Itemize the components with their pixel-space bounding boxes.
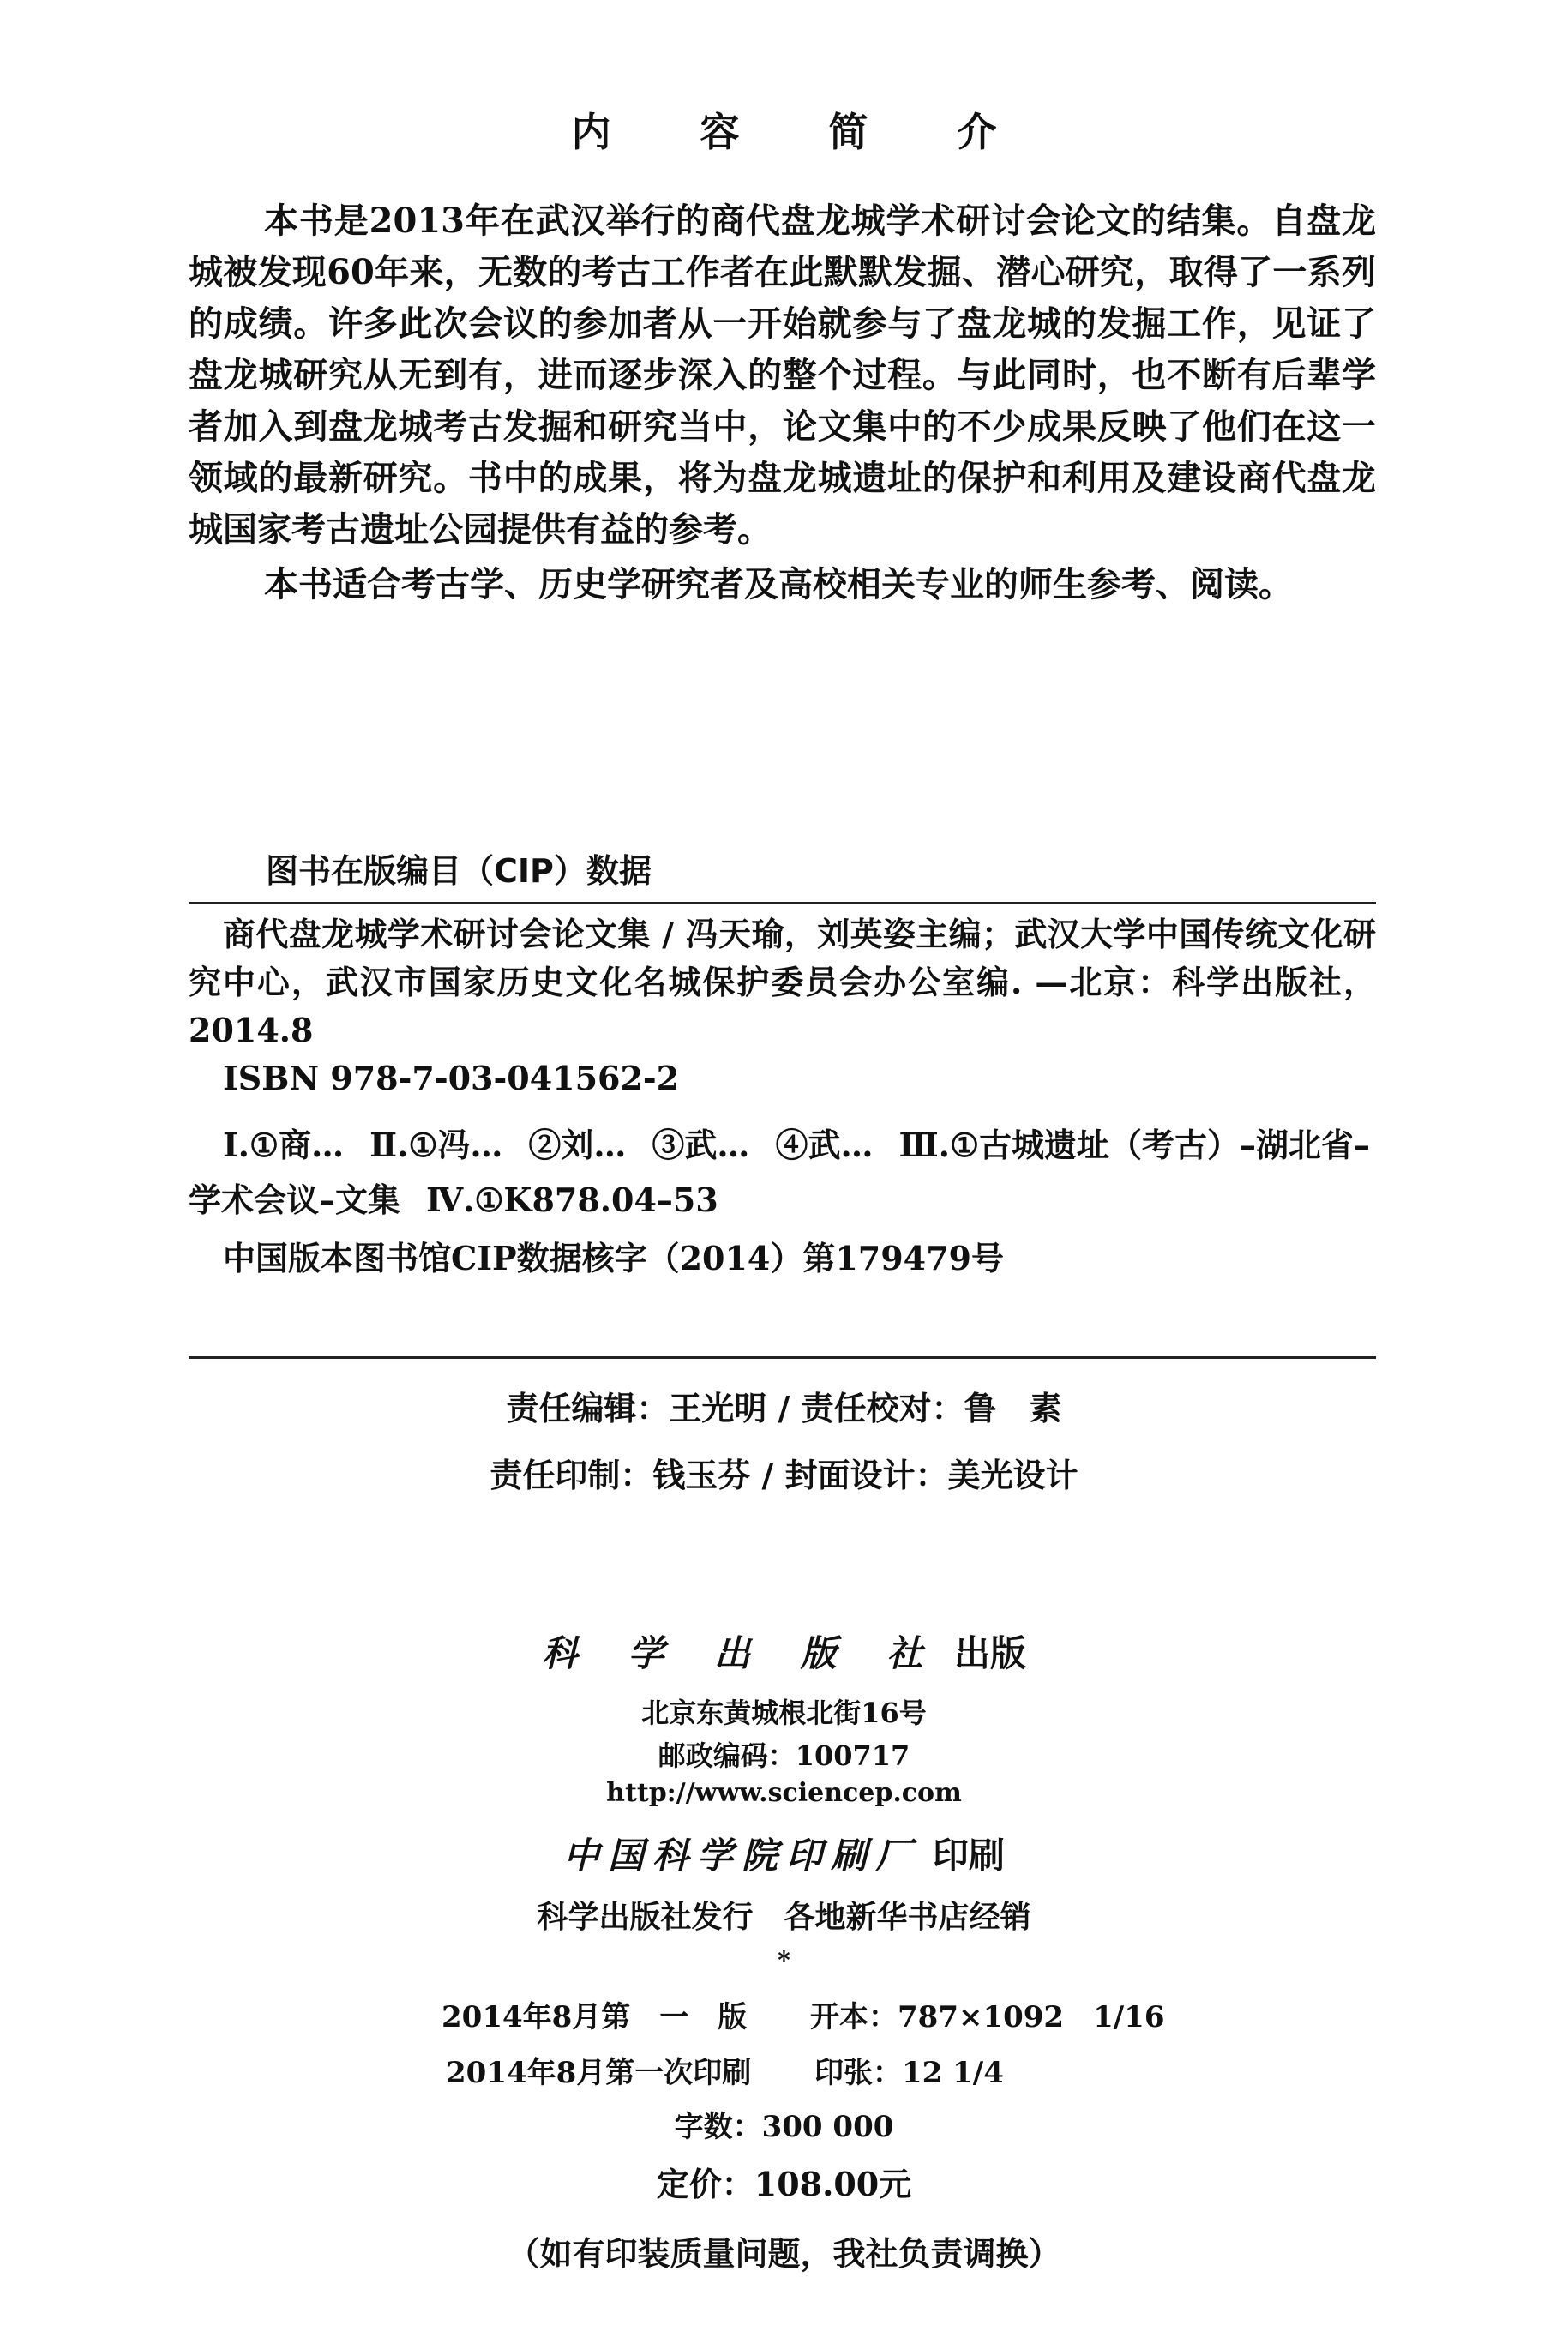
publisher-suffix: 出版 [954,1632,1027,1674]
format-info: 开本：787×1092 1/16 [810,2000,1165,2034]
cip-class-item: ②刘… [528,1126,627,1164]
cip-class-item: ④武… [775,1126,874,1164]
edition-info: 2014年8月第 一 版 [442,2000,748,2034]
publisher-postcode: 邮政编码：100717 [658,1739,910,1772]
cip-class-item: Ⅳ.①K878.04–53 [426,1181,718,1219]
printer-name: 中国科学院印刷厂 [563,1835,921,1877]
word-count: 字数：300 000 [674,2110,894,2144]
publisher-address: 北京东黄城根北街16号 [641,1697,927,1729]
cip-block [189,910,1376,1283]
cip-top-rule [189,902,1376,904]
production-line: 责任印制：钱玉芬 / 封面设计：美光设计 [490,1457,1078,1494]
cip-classification [189,1118,1376,1228]
intro-paragraph: 本书是2013年在武汉举行的商代盘龙城学术研讨会论文的结集。自盘龙城被发现60年来，无数的考古工作者在此默默发掘、潜心研究，取得了一系列的成绩。许多此次会议的参加者从一开始就参与了盘龙城的发掘工作，见证了盘龙城研究从无到有，进而逐步深入的整个过程。与此同时，也不断有后辈学者加入到盘龙城考古发掘和研究当中，论文集中的不少成果反映了他们在这一领域的最新研究。书中的成果，将为盘龙城遗址的保护和利用及建设商代盘龙城国家考古遗址公园提供有益的参考。 [189,201,1376,550]
quality-notice: （如有印装质量问题，我社负责调换） [507,2234,1061,2273]
intro-audience-paragraph: 本书适合考古学、历史学研究者及高校相关专业的师生参考、阅读。 [264,564,1293,604]
cip-class-item: Ⅱ.①冯… [369,1126,503,1164]
cip-isbn: ISBN 978-7-03-041562-2 [223,1059,680,1097]
printing-info: 2014年8月第一次印刷 [446,2056,752,2090]
publisher-name: 科 学 出 版 社 [541,1632,942,1674]
distribution-line: 科学出版社发行 各地新华书店经销 [537,1899,1031,1935]
publisher-line [0,1625,1568,1677]
cip-class-item: ③武… [652,1126,750,1164]
cip-description: 商代盘龙城学术研讨会论文集 / 冯天瑜，刘英姿主编；武汉大学中国传统文化研究中心，武汉市国家历史文化名城保护委员会办公室编. —北京：科学出版社，2014.8 [189,915,1376,1049]
cip-bottom-rule [189,1356,1376,1359]
cip-class-item: Ⅲ.①古城遗址（考古）–湖北省–学术会议–文集 [189,1126,1371,1219]
editors-line: 责任编辑：王光明 / 责任校对：鲁 素 [506,1390,1062,1427]
cip-class-item: Ⅰ.①商… [223,1126,345,1164]
price: 定价：108.00元 [656,2165,912,2203]
sheets-info: 印张：12 1/4 [814,2056,1004,2090]
cip-heading: 图书在版编目（CIP）数据 [266,852,652,890]
printer-line [0,1828,1568,1879]
intro-title: 内 容 简 介 [571,109,1035,155]
cip-check-number: 中国版本图书馆CIP数据核字（2014）第179479号 [223,1239,1004,1277]
intro-section [189,195,1376,610]
publisher-website: http://www.sciencep.com [606,1778,962,1808]
separator-star: * [778,1946,790,1974]
printer-suffix: 印刷 [932,1835,1005,1877]
